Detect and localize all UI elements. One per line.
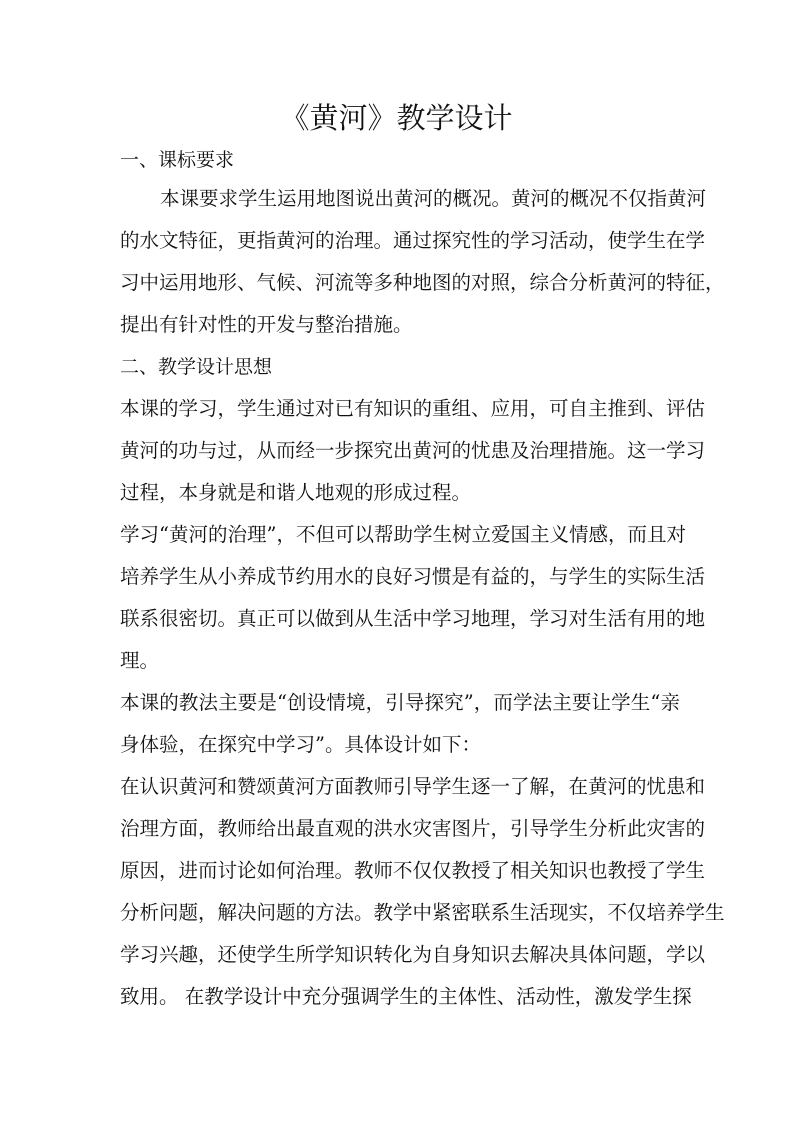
paragraph-line: 学习兴趣，还使学生所学知识转化为自身知识去解决具体问题，学以 (120, 943, 706, 966)
paragraph-line: 黄河的功与过，从而经一步探究出黄河的忧患及治理措施。这一学习 (120, 439, 706, 462)
section-heading-teaching-design-ideas: 二、教学设计思想 (120, 356, 273, 378)
paragraph-line: 本课要求学生运用地图说出黄河的概况。黄河的概况不仅指黄河 (160, 187, 707, 210)
paragraph-line: 分析问题，解决问题的方法。教学中紧密联系生活现实，不仅培养学生 (120, 901, 725, 924)
paragraph-line: 联系很密切。真正可以做到从生活中学习地理，学习对生活有用的地 (120, 607, 706, 630)
paragraph-line: 本课的教法主要是“创设情境，引导探究”，而学法主要让学生“亲 (120, 691, 680, 714)
paragraph-line: 提出有针对性的开发与整治措施。 (120, 313, 413, 336)
paragraph-line: 的水文特征，更指黄河的治理。通过探究性的学习活动，使学生在学 (120, 229, 706, 252)
paragraph-line: 身体验，在探究中学习”。具体设计如下： (120, 733, 481, 756)
paragraph-line: 在认识黄河和赞颂黄河方面教师引导学生逐一了解，在黄河的忧患和 (120, 775, 706, 798)
paragraph-line: 致用。 在教学设计中充分强调学生的主体性、活动性，激发学生探 (120, 985, 692, 1008)
paragraph-line: 原因，进而讨论如何治理。教师不仅仅教授了相关知识也教授了学生 (120, 859, 706, 882)
paragraph-line: 本课的学习，学生通过对已有知识的重组、应用，可自主推到、评估 (120, 397, 706, 420)
paragraph-line: 理。 (120, 649, 160, 672)
paragraph-line: 学习“黄河的治理”，不但可以帮助学生树立爱国主义情感，而且对 (120, 523, 686, 546)
paragraph-line: 习中运用地形、气候、河流等多种地图的对照，综合分析黄河的特征， (120, 271, 725, 294)
paragraph-line: 培养学生从小养成节约用水的良好习惯是有益的，与学生的实际生活 (120, 565, 706, 588)
document-title: 《黄河》教学设计 (280, 101, 513, 135)
paragraph-line: 过程，本身就是和谐人地观的形成过程。 (120, 481, 472, 504)
section-heading-curriculum-standards: 一、课标要求 (120, 149, 235, 171)
paragraph-line: 治理方面，教师给出最直观的洪水灾害图片，引导学生分析此灾害的 (120, 817, 706, 840)
